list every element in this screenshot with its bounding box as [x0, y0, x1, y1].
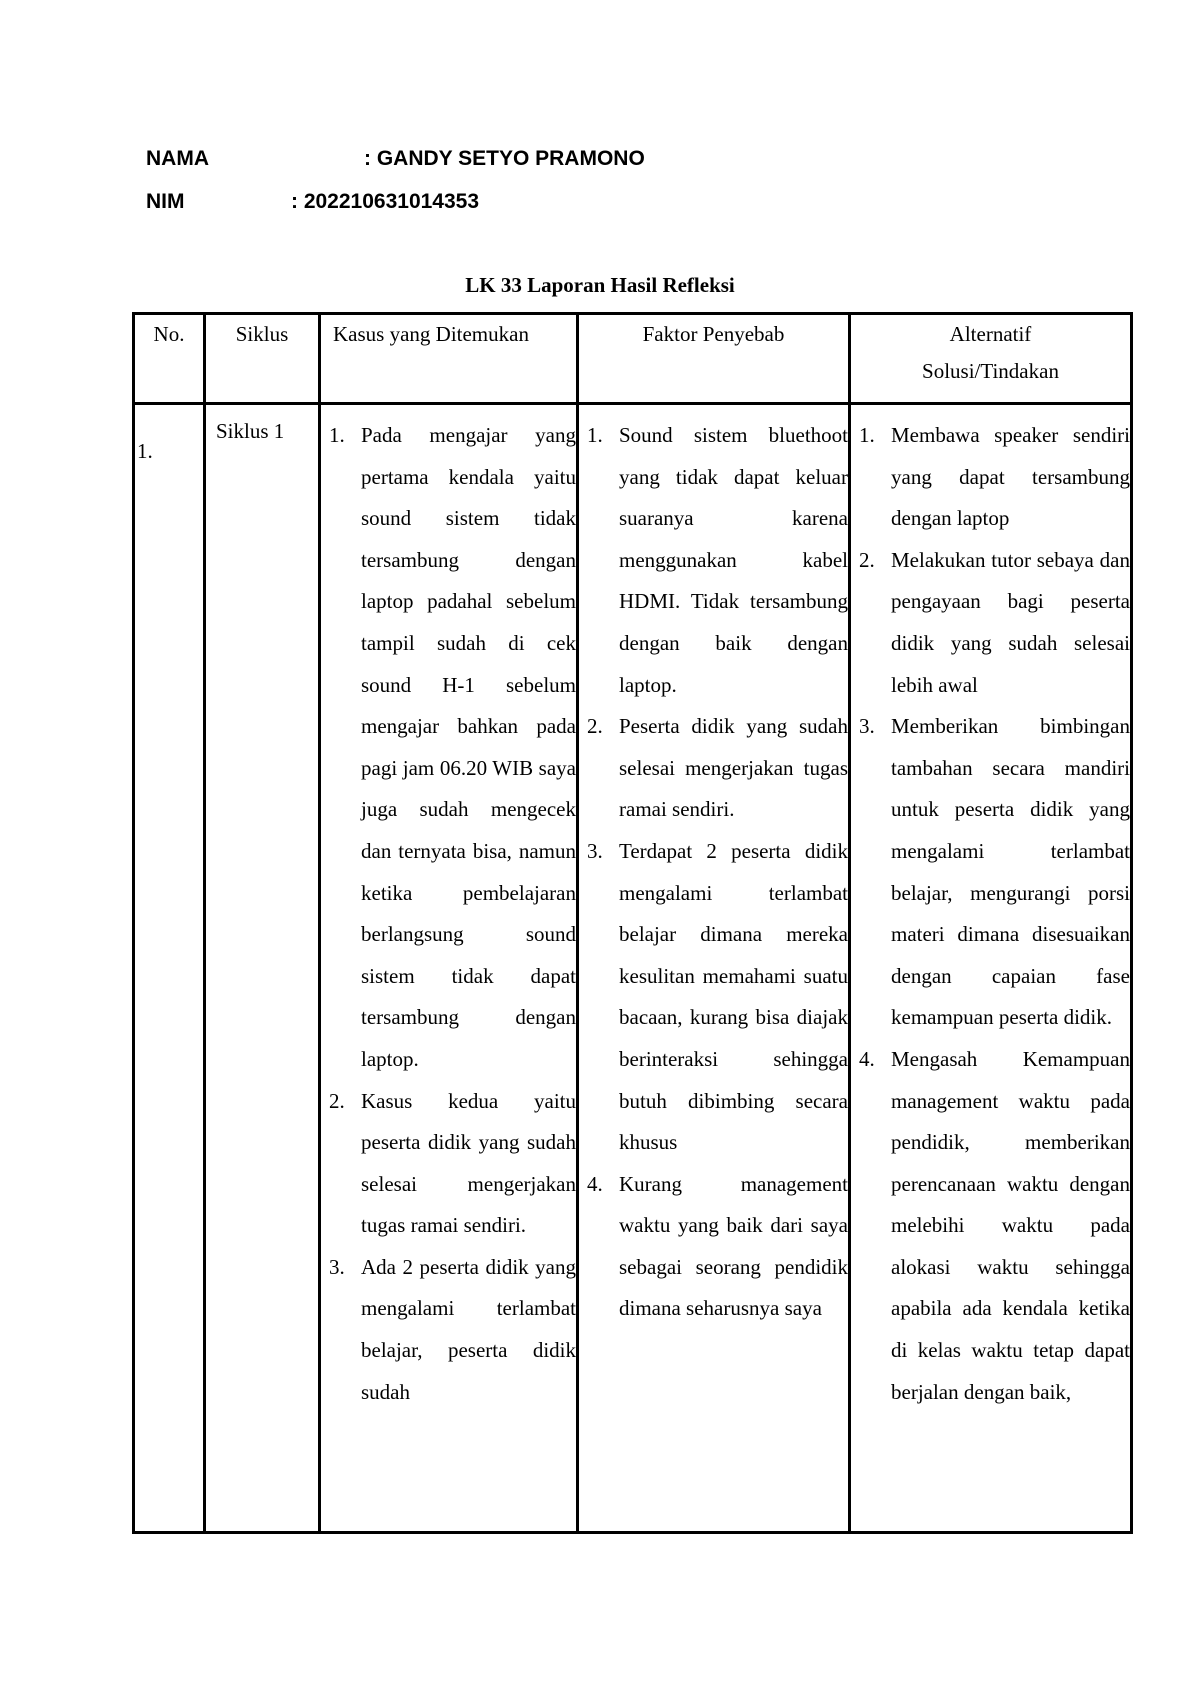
list-item-text: Ada 2 peserta didik yang mengalami terlambat belajar, peserta didik sudah: [361, 1254, 576, 1404]
list-item: [851, 706, 1130, 1039]
list-item-text: Kurang management waktu yang baik dari saya sebagai seorang pendidik dimana seharusnya saya: [619, 1171, 848, 1321]
row-number: 1.: [137, 439, 153, 463]
list-item-text: Pada mengajar yang pertama kendala yaitu sound sistem tidak tersambung dengan laptop padahal sebelum tampil sudah di cek sound H-1 sebelum mengajar bahkan pada pagi jam 06.20 WIB saya juga sudah mengecek dan ternyata bisa, namun ketika pembelajaran berlangsung sound sistem tidak dapat tersambung dengan laptop.: [361, 423, 576, 1071]
col-header-solusi: [850, 314, 1132, 404]
table-row: [134, 404, 1132, 1533]
solusi-list: [851, 415, 1130, 1413]
list-item-number: 1.: [587, 423, 603, 447]
list-item-number: 1.: [859, 423, 875, 447]
list-item: [579, 1164, 848, 1330]
col-header-siklus: Siklus: [205, 314, 320, 404]
faktor-list: [579, 415, 848, 1330]
list-item-text: Peserta didik yang sudah selesai mengerjakan tugas ramai sendiri.: [619, 714, 848, 822]
list-item-number: 3.: [329, 1254, 345, 1279]
list-item: [579, 415, 848, 706]
list-item-number: 3.: [859, 714, 875, 739]
list-item-text: Mengasah Kemampuan management waktu pada pendidik, memberikan perencanaan waktu dengan melebihi waktu pada alokasi waktu sehingga apabila ada kendala ketika di kelas waktu tetap dapat berjalan dengan baik,: [891, 1046, 1130, 1404]
nim-value: : 202210631014353: [291, 190, 480, 213]
nama-value: : GANDY SETYO PRAMONO: [364, 147, 645, 170]
list-item: [321, 415, 576, 1081]
cell-no: [134, 404, 205, 1533]
cell-solusi: [850, 404, 1132, 1533]
list-item-number: 3.: [587, 838, 603, 863]
cell-kasus: [320, 404, 578, 1533]
list-item-number: 2.: [329, 1088, 345, 1113]
list-item-text: Membawa speaker sendiri yang dapat tersambung dengan laptop: [891, 423, 1130, 531]
list-item-number: 1.: [329, 423, 345, 447]
list-item: [851, 1039, 1130, 1413]
document-title: LK 33 Laporan Hasil Refleksi: [465, 273, 735, 297]
list-item: [321, 1247, 576, 1413]
nim-label: NIM: [146, 190, 185, 213]
col-header-solusi-line1: Alternatif: [949, 322, 1032, 346]
col-header-faktor: Faktor Penyebab: [578, 314, 850, 404]
list-item-text: Sound sistem bluethoot yang tidak dapat keluar suaranya karena menggunakan kabel HDMI. Tidak tersambung dengan baik dengan laptop.: [619, 423, 848, 697]
kasus-list: [321, 415, 576, 1413]
col-header-kasus: Kasus yang Ditemukan: [320, 314, 578, 404]
siklus-value: Siklus 1: [216, 419, 285, 443]
list-item-number: 4.: [587, 1171, 603, 1196]
list-item-number: 2.: [587, 714, 603, 739]
list-item-text: Memberikan bimbingan tambahan secara mandiri untuk peserta didik yang mengalami terlambat belajar, mengurangi porsi materi dimana disesuaikan dengan capaian fase kemampuan peserta didik.: [891, 714, 1130, 1030]
list-item-text: Terdapat 2 peserta didik mengalami terlambat belajar dimana mereka kesulitan memahami suatu bacaan, kurang bisa diajak berinteraksi sehingga butuh dibimbing secara khusus: [619, 838, 848, 1155]
col-header-no: No.: [134, 314, 205, 404]
list-item-text: Melakukan tutor sebaya dan pengayaan bagi peserta didik yang sudah selesai lebih awal: [891, 547, 1130, 697]
list-item: [579, 831, 848, 1164]
list-item: [579, 706, 848, 831]
col-header-solusi-line2: Solusi/Tindakan: [922, 359, 1059, 383]
list-item: [321, 1081, 576, 1247]
list-item: [851, 540, 1130, 706]
list-item: [851, 415, 1130, 540]
list-item-number: 2.: [859, 547, 875, 572]
cell-faktor: [578, 404, 850, 1533]
reflection-table: [132, 312, 1133, 1534]
cell-siklus: [205, 404, 320, 1533]
list-item-number: 4.: [859, 1046, 875, 1071]
table-header-row: [134, 314, 1132, 404]
list-item-text: Kasus kedua yaitu peserta didik yang sudah selesai mengerjakan tugas ramai sendiri.: [361, 1088, 576, 1238]
nama-label: NAMA: [146, 147, 209, 170]
